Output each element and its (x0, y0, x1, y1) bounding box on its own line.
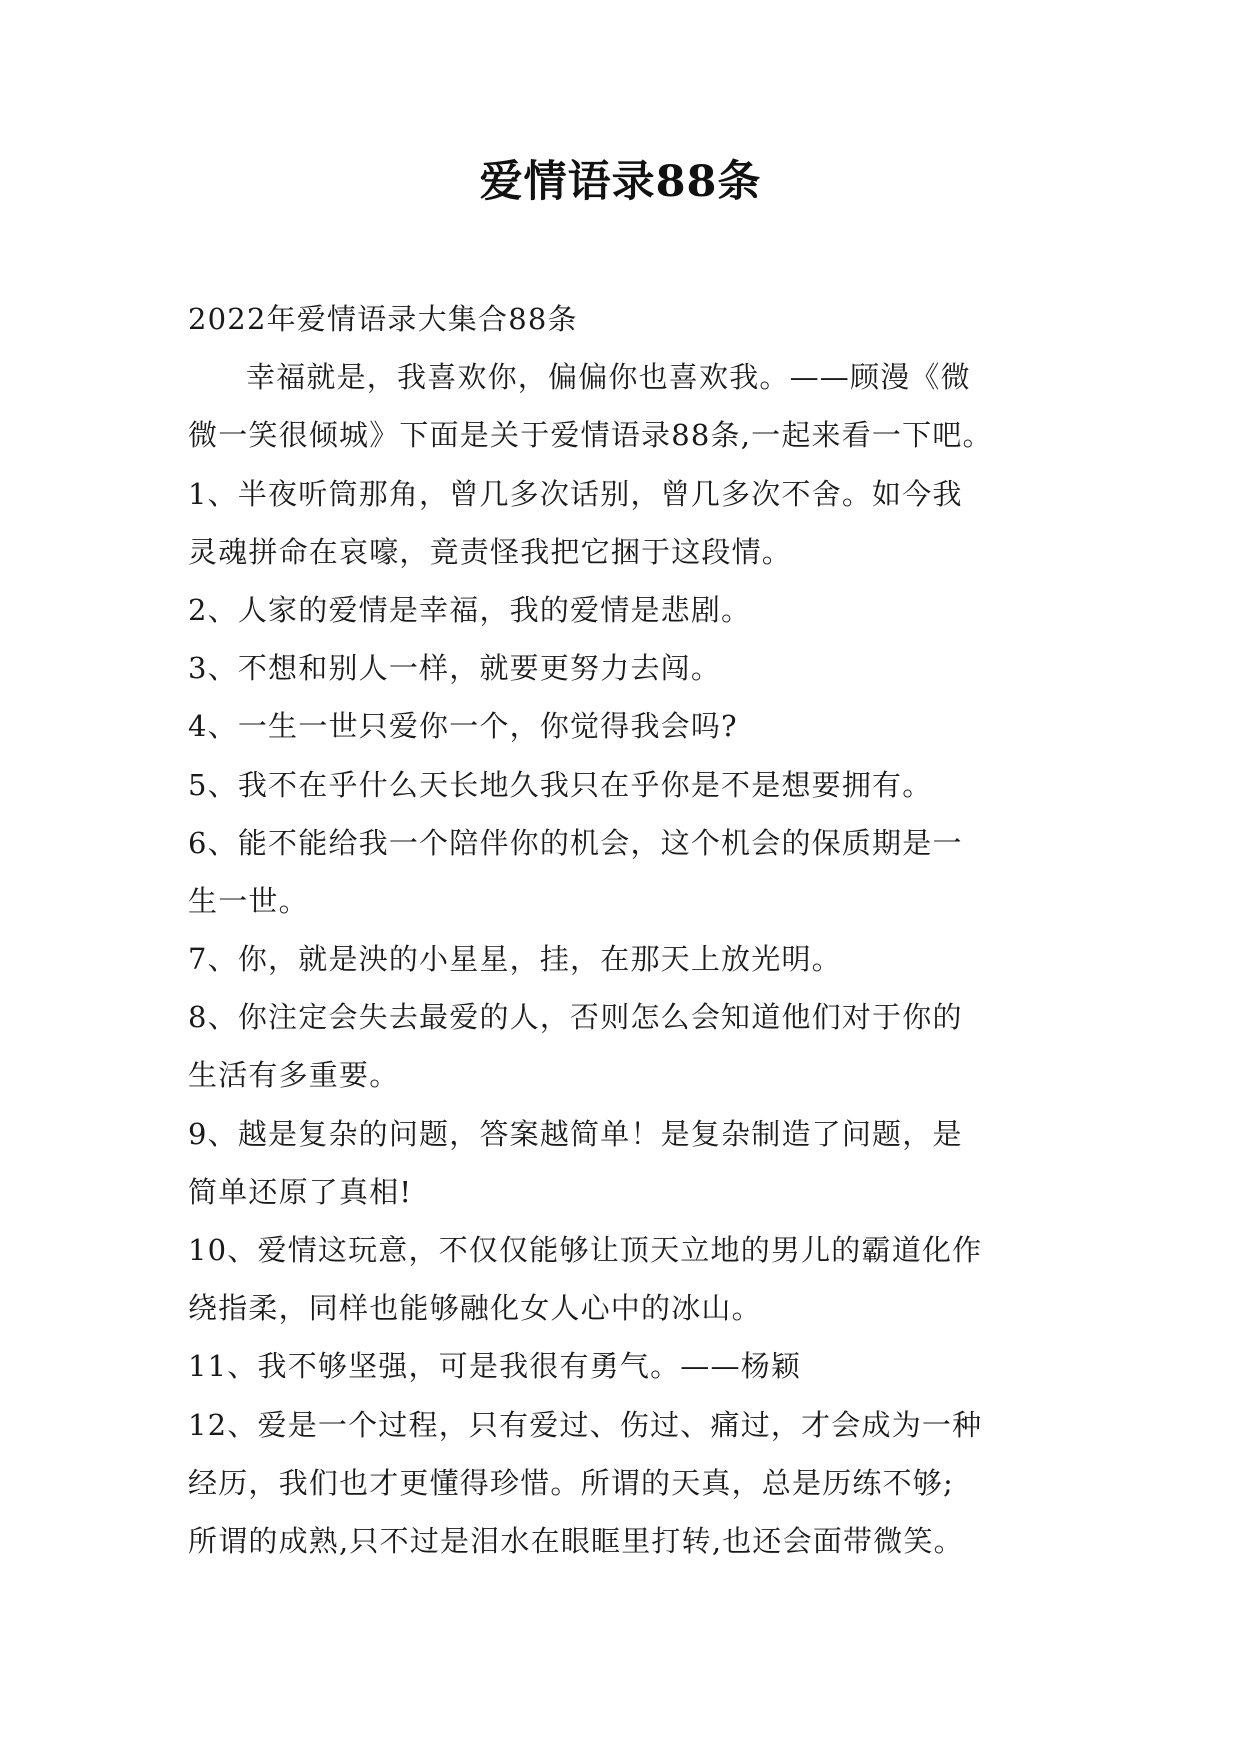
quote-10-line: 10、爱情这玩意，不仅仅能够让顶天立地的男儿的霸道化作 (188, 1233, 983, 1267)
quote-2-line: 2、人家的爱情是幸福，我的爱情是悲剧。 (188, 592, 752, 627)
quote-1-line-cont: 灵魂拼命在哀嚎，竟责怪我把它捆于这段情。 (188, 534, 793, 569)
quote-8-line-cont: 生活有多重要。 (188, 1058, 400, 1093)
quote-7-line: 7、你，就是泱的小星星，挂，在那天上放光明。 (188, 942, 842, 977)
quote-10-line-cont: 绕指柔，同样也能够融化女人心中的冰山。 (188, 1291, 762, 1326)
quote-8-line: 8、你注定会失去最爱的人，否则怎么会知道他们对于你的 (188, 1000, 963, 1035)
document-title: 爱情语录88条 (479, 157, 762, 207)
quote-9-line: 9、越是复杂的问题，答案越简单！是复杂制造了问题，是 (188, 1116, 963, 1151)
quote-6-line: 6、能不能给我一个陪伴你的机会，这个机会的保质期是一 (188, 825, 963, 860)
quote-12-line-cont-2: 所谓的成熟,只不过是泪水在眼眶里打转,也还会面带微笑。 (188, 1523, 964, 1558)
quote-12-line: 12、爱是一个过程，只有爱过、伤过、痛过，才会成为一种 (188, 1407, 983, 1442)
quote-1-line: 1、半夜听筒那角，曾几多次话别，曾几多次不舍。如今我 (188, 476, 963, 511)
text-line: 微一笑很倾城》下面是关于爱情语录88条,一起来看一下吧。 (188, 418, 993, 453)
quote-11-line: 11、我不够坚强，可是我很有勇气。——杨颖 (188, 1349, 802, 1384)
quote-4-line: 4、一生一世只爱你一个，你觉得我会吗? (188, 709, 738, 744)
quote-6-line-cont: 生一世。 (188, 883, 309, 918)
quote-9-line-cont: 简单还原了真相! (188, 1174, 413, 1209)
quote-5-line: 5、我不在乎什么天长地久我只在乎你是不是想要拥有。 (188, 767, 933, 802)
document-body (188, 290, 1058, 1570)
quote-12-line-cont: 经历，我们也才更懂得珍惜。所谓的天真，总是历练不够; (188, 1465, 954, 1500)
subtitle-line: 2022年爱情语录大集合88条 (188, 302, 578, 336)
quote-3-line: 3、不想和别人一样，就要更努力去闯。 (188, 651, 722, 686)
intro-line: 幸福就是，我喜欢你，偏偏你也喜欢我。——顾漫《微 (246, 360, 971, 395)
